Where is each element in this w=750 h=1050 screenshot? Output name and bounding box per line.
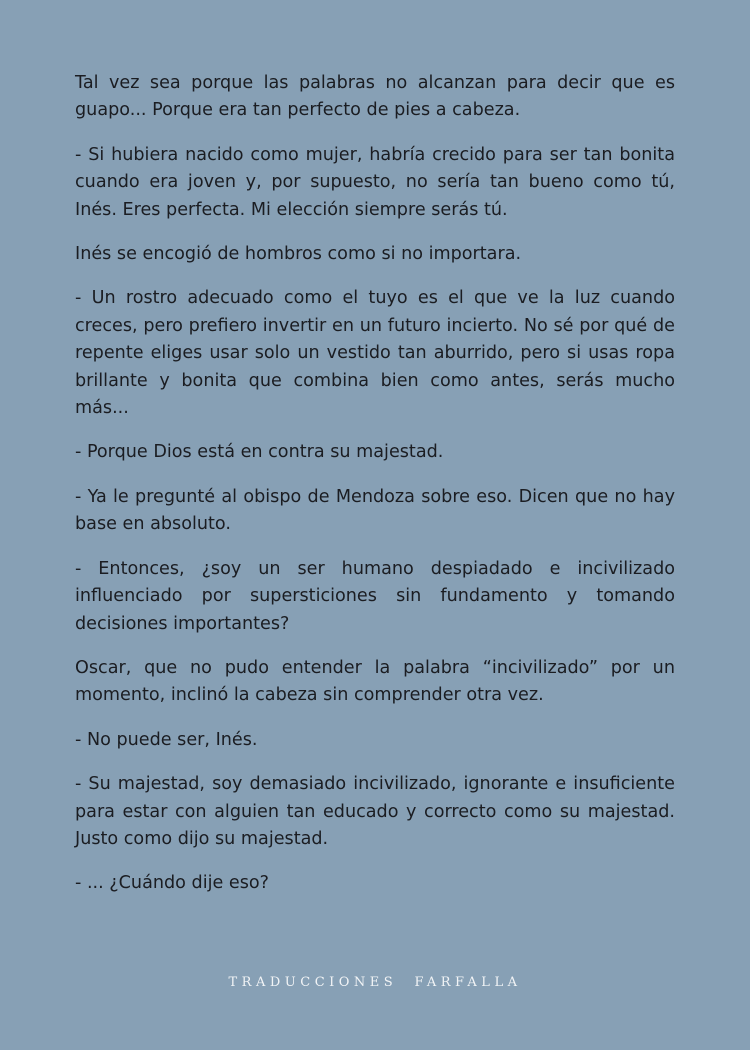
paragraph: - Su majestad, soy demasiado incivilizado, ignorante e insuficiente para estar con alguien tan educado y correcto como su majestad. Justo como dijo su majestad.: [75, 774, 675, 849]
paragraph: Tal vez sea porque las palabras no alcanzan para decir que es guapo... Porque era tan perfecto de pies a cabeza.: [75, 73, 675, 121]
paragraph: Inés se encogió de hombros como si no importara.: [75, 244, 522, 265]
paragraph: - Ya le pregunté al obispo de Mendoza sobre eso. Dicen que no hay base en absoluto.: [75, 486, 675, 535]
paragraph: - Entonces, ¿soy un ser humano despiadado e incivilizado influenciado por supersticiones sin fundamento y tomando decisiones importantes?: [75, 558, 675, 634]
paragraph: - No puede ser, Inés.: [75, 729, 258, 750]
footer-credit: TRADUCCIONES FARFALLA: [228, 975, 522, 990]
page-body: [75, 70, 675, 915]
paragraph: - ... ¿Cuándo dije eso?: [75, 873, 269, 894]
paragraph: Oscar, que no pudo entender la palabra “incivilizado” por un momento, inclinó la cabeza sin comprender otra vez.: [75, 657, 675, 706]
paragraph: - Porque Dios está en contra su majestad.: [75, 442, 444, 463]
paragraph: - Un rostro adecuado como el tuyo es el que ve la luz cuando creces, pero prefiero invertir en un futuro incierto. No sé por qué de repente eliges usar solo un vestido tan aburrido, pero si usas ropa brillante y bonita que combina bien como antes, serás mucho más...: [75, 288, 675, 419]
paragraph: - Si hubiera nacido como mujer, habría crecido para ser tan bonita cuando era joven y, por supuesto, no sería tan bueno como tú, Inés. Eres perfecta. Mi elección siempre serás tú.: [75, 144, 675, 220]
